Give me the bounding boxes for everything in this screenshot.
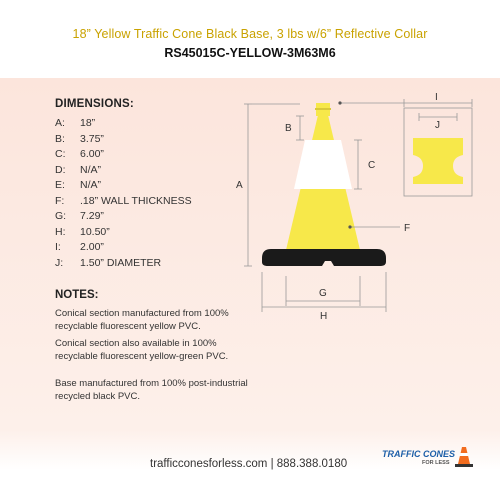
label-h: H [320,311,328,322]
label-i: I [435,92,438,103]
brand-logo [382,446,474,472]
reflective-collar [294,140,352,189]
dimensions-heading: DIMENSIONS: [55,98,134,110]
label-a: A [236,180,243,191]
notes-heading: NOTES: [55,289,99,301]
dimension-f-marker [348,225,351,228]
label-g: G [319,288,327,299]
dimension-value: .18” WALL THICKNESS [80,194,192,207]
dimension-value: N/A” [80,179,101,191]
label-f: F [404,223,411,234]
dimension-value: 7.29” [80,210,104,222]
dimension-value: 1.50” DIAMETER [80,256,162,269]
cone-base [262,249,386,266]
logo-text: TRAFFIC CONES [382,449,455,459]
label-c: C [368,160,376,171]
note-text: Conical section manufactured from 100% recyclable fluorescent yellow PVC. [55,308,229,332]
footer-contact: trafficconesforless.com | 888.388.0180 [150,458,348,470]
product-sku: RS45015C-YELLOW-3M63M6 [164,46,336,60]
dimension-value: N/A” [80,163,101,176]
dimension-key: E: [55,179,65,191]
label-b: B [285,123,292,134]
dimension-value: 6.00” [80,148,104,160]
dimension-key: A: [55,117,65,129]
dimension-key: D: [55,163,66,176]
dimension-key: B: [55,132,65,145]
label-j: J [435,120,440,131]
dimension-key: C: [55,148,66,160]
logo-subtext: FOR LESS [422,460,450,466]
product-title: 18” Yellow Traffic Cone Black Base, 3 lbs w/6” Reflective Collar [72,27,428,41]
dimension-value: 10.50” [80,225,110,238]
dimension-value: 3.75” [80,132,104,145]
dimension-key: J: [55,256,64,269]
dimension-value: 2.00” [80,241,104,253]
dimension-key: F: [55,194,65,207]
dimension-key: G: [55,210,67,222]
note-text: Conical section also available in 100% recyclable fluorescent yellow-green PVC. [55,338,229,362]
note-text: Base manufactured from 100% post-industrial recycled black PVC. [55,378,248,402]
dimension-i-marker [338,101,341,104]
cone-tip-detail [413,138,463,184]
dimension-key: H: [55,225,66,238]
dimension-key: I: [55,241,61,253]
dimension-value: 18” [80,117,96,129]
cone-top-ridge [315,108,331,110]
cone-logo-icon [455,446,473,468]
